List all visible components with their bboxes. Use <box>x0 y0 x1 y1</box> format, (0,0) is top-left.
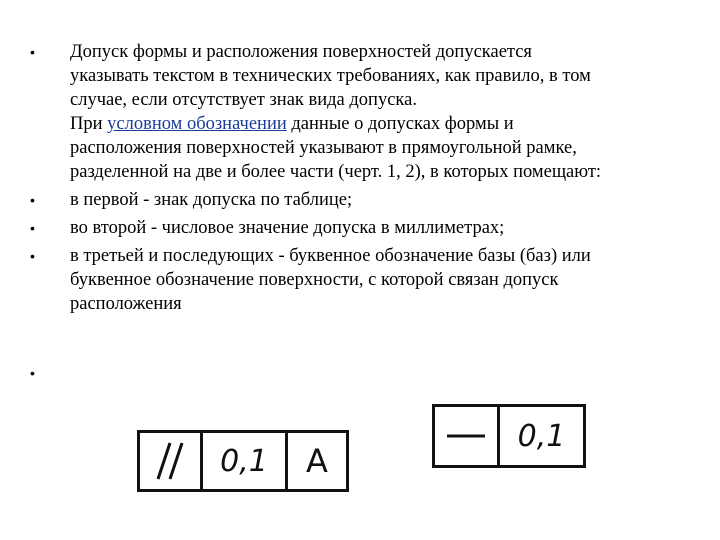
tolerance-frame-1 <box>137 430 349 492</box>
tolerance-value: 0,1 <box>517 418 566 454</box>
conventional-designation-link[interactable]: условном обозначении <box>107 114 287 134</box>
bullet-list <box>30 40 700 320</box>
text-line: расположения <box>70 294 182 314</box>
text-line: буквенное обозначение поверхности, с которой связан допуск <box>70 270 559 290</box>
bullet-item-2 <box>30 188 700 212</box>
text-line: Допуск формы и расположения поверхностей допускается <box>70 42 532 62</box>
bullet-dot: • <box>30 44 35 60</box>
text-line <box>70 112 700 136</box>
text-fragment: При <box>70 114 108 134</box>
bullet-item-3 <box>30 216 700 240</box>
text-line: в третьей и последующих - буквенное обозначение базы (баз) или <box>70 246 591 266</box>
text-line: случае, если отсутствует знак вида допуска. <box>70 90 417 110</box>
text-fragment: данные о допусках формы и <box>286 114 514 134</box>
empty-bullet-dot: • <box>30 365 35 381</box>
straightness-symbol-icon <box>435 407 500 465</box>
parallelism-symbol-icon <box>140 433 203 489</box>
tolerance-frame-2 <box>432 404 586 468</box>
text-line: в первой - знак допуска по таблице; <box>70 190 353 210</box>
bullet-dot: • <box>30 192 35 208</box>
tolerance-value: 0,1 <box>203 433 288 489</box>
text-line: расположения поверхностей указывают в прямоугольной рамке, <box>70 138 577 158</box>
bullet-item-1 <box>30 40 700 184</box>
text-line: разделенной на две и более части (черт. 1, 2), в которых помещают: <box>70 162 602 182</box>
text-line: во второй - числовое значение допуска в миллиметрах; <box>70 218 505 238</box>
bullet-dot: • <box>30 248 35 264</box>
text-line: указывать текстом в технических требованиях, как правило, в том <box>70 66 591 86</box>
bullet-dot: • <box>30 220 35 236</box>
bullet-item-4 <box>30 244 700 316</box>
datum-letter: A <box>306 442 328 480</box>
